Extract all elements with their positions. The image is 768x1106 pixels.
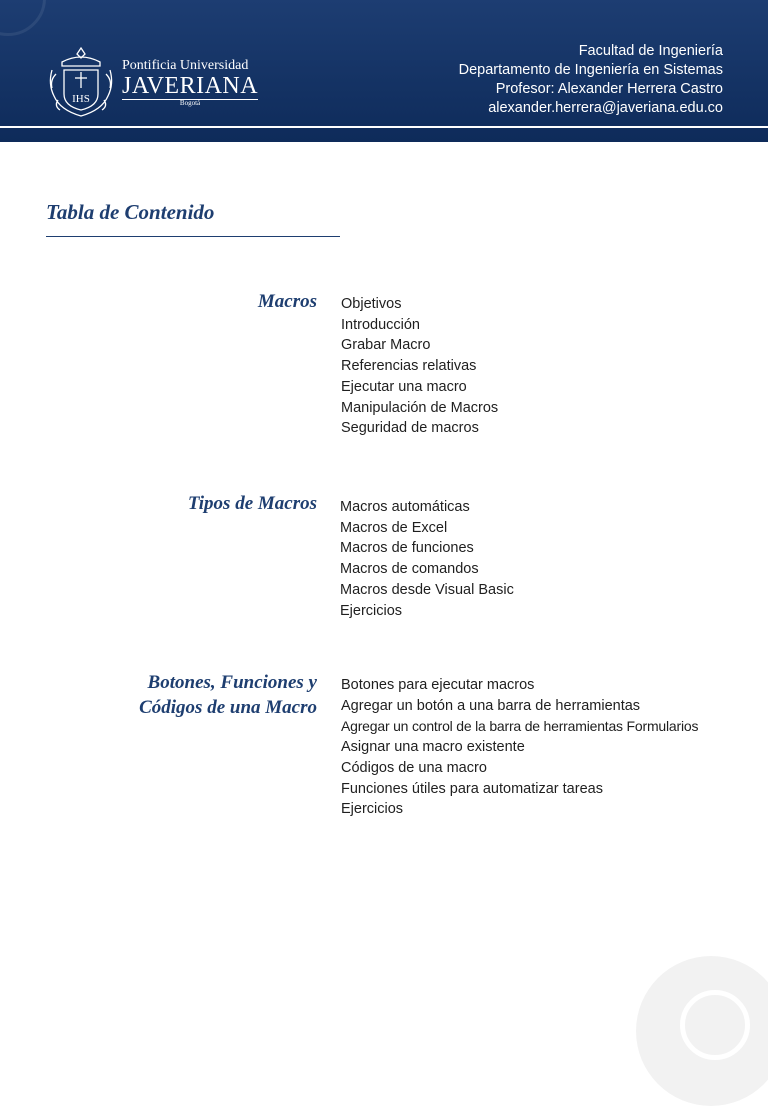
page-header: [0, 0, 768, 142]
section-title-line: Macros: [257, 291, 317, 312]
department-text: Departamento de Ingeniería en Sistemas: [458, 62, 723, 78]
list-item: Introducción: [341, 316, 420, 333]
section-title-line: Tipos de Macros: [187, 493, 317, 514]
university-name-line2: JAVERIANA: [122, 72, 259, 99]
list-item: Ejecutar una macro: [341, 378, 467, 395]
list-item: Funciones útiles para automatizar tareas: [341, 780, 603, 797]
list-item: Macros automáticas: [340, 499, 470, 515]
list-item: Grabar Macro: [341, 337, 431, 354]
list-item: Macros de comandos: [340, 561, 479, 578]
section-items-tipos: [340, 497, 514, 621]
section-title-macros: [57, 289, 317, 314]
university-logo: [44, 44, 258, 120]
professor-text: Profesor: Alexander Herrera Castro: [495, 81, 723, 97]
list-item: Ejercicios: [340, 602, 403, 619]
section-items-macros: [341, 294, 498, 439]
university-name-line1: Pontificia Universidad: [122, 57, 249, 73]
list-item: Macros desde Visual Basic: [340, 581, 514, 598]
section-title-line: Códigos de una Macro: [139, 697, 317, 718]
email-text: alexander.herrera@javeriana.edu.co: [488, 100, 723, 116]
contact-block: [459, 42, 723, 118]
list-item: Ejercicios: [341, 801, 404, 818]
page-title: Tabla de Contenido: [46, 200, 215, 224]
title-rule: [46, 236, 340, 237]
list-item: Macros de Excel: [340, 519, 448, 536]
watermark-seal-icon: [680, 990, 750, 1060]
section-title-tipos: [57, 491, 317, 516]
section-title-line: Botones, Funciones y: [147, 672, 317, 693]
list-item: Referencias relativas: [341, 358, 477, 375]
list-item: Agregar un botón a una barra de herramientas: [341, 697, 641, 714]
faculty-text: Facultad de Ingeniería: [578, 43, 723, 59]
university-city: Bogotá: [179, 98, 201, 107]
list-item: Códigos de una macro: [341, 759, 487, 776]
list-item: Objetivos: [341, 296, 402, 312]
section-title-botones: [57, 670, 317, 720]
section-items-botones: [341, 675, 698, 820]
list-item: Seguridad de macros: [341, 420, 479, 437]
list-item: Macros de funciones: [340, 540, 474, 557]
list-item: Botones para ejecutar macros: [341, 677, 535, 693]
svg-text:IHS: IHS: [72, 93, 90, 105]
list-item: Manipulación de Macros: [341, 399, 499, 416]
crest-icon: [44, 44, 118, 120]
list-item: Asignar una macro existente: [341, 739, 525, 756]
header-decoration: [0, 0, 46, 36]
header-divider: [0, 126, 768, 128]
list-item: Agregar un control de la barra de herramientas Formularios: [341, 718, 699, 735]
